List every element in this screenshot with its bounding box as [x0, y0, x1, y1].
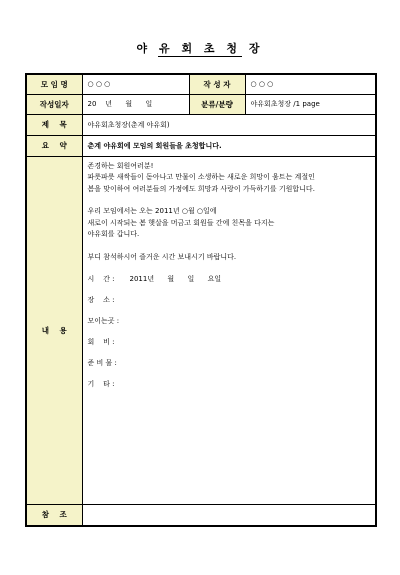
place-label: 장 소 :	[87, 296, 115, 304]
closing-text: 부디 참석하시어 즐거운 시간 보내시기 바랍니다.	[87, 252, 237, 261]
subject-label: 제 목	[26, 114, 82, 135]
summary-label: 요 약	[26, 135, 82, 156]
place-field	[88, 295, 371, 316]
date-value[interactable]: 20 년 월 일	[82, 94, 189, 114]
etc-label: 기 타 :	[87, 380, 115, 388]
para2-line3: 야유회를 갑니다.	[87, 230, 140, 238]
category-label: 분류/분량	[189, 94, 245, 114]
writer-label: 작 성 자	[189, 74, 245, 94]
document-title: 야 유 회 초 청 장	[136, 42, 264, 55]
fee-label: 회 비 :	[87, 338, 115, 346]
subject-value[interactable]: 야유회초청장(춘계 야유회)	[82, 114, 376, 135]
row-content	[26, 156, 376, 504]
date-label: 작성일자	[26, 94, 82, 114]
row-reference	[26, 504, 376, 526]
fee-field	[88, 337, 371, 358]
greeting-text: 존경하는 회원여러분!	[87, 161, 154, 170]
para2-line1: 우리 모임에서는 오는 2011년 ○월 ○일에	[87, 207, 217, 215]
reference-value[interactable]	[82, 504, 376, 526]
meeting-name-value[interactable]: ○ ○ ○	[82, 74, 189, 94]
content-body[interactable]	[82, 156, 376, 504]
time-field	[88, 274, 371, 295]
para1-line1: 파릇파릇 새싹들이 돋아나고 만물이 소생하는 새로운 희망이 움트는 계절인	[87, 173, 315, 181]
invitation-form-table	[25, 73, 377, 527]
category-value[interactable]: 야유회초청장 /1 page	[245, 94, 376, 114]
time-value[interactable]: 2011년 월 일 요일	[129, 275, 222, 283]
etc-field	[88, 379, 371, 400]
row-date-category	[26, 94, 376, 114]
row-summary	[26, 135, 376, 156]
content-label: 내 용	[26, 156, 82, 504]
meeting-name-label: 모 임 명	[26, 74, 82, 94]
items-label: 준 비 물 :	[87, 359, 117, 367]
para1-line2: 봄을 맞이하여 여러분들의 가정에도 희망과 사랑이 가득하기를 기원합니다.	[87, 184, 315, 193]
time-label: 시 간 :	[87, 275, 115, 283]
meeting-point-label: 모이는곳 :	[87, 317, 120, 325]
row-subject	[26, 114, 376, 135]
title-underline	[158, 56, 242, 57]
items-field	[88, 358, 371, 379]
para2-line2: 새로이 시작되는 봄 햇살을 머금고 회원들 간에 친목을 다지는	[87, 218, 275, 227]
reference-label: 참 조	[26, 504, 82, 526]
meeting-point-field	[88, 316, 371, 337]
summary-value[interactable]: 춘계 야유회에 모임의 회원들을 초청합니다.	[82, 135, 376, 156]
writer-value[interactable]: ○ ○ ○	[245, 74, 376, 94]
row-meeting-writer	[26, 74, 376, 94]
